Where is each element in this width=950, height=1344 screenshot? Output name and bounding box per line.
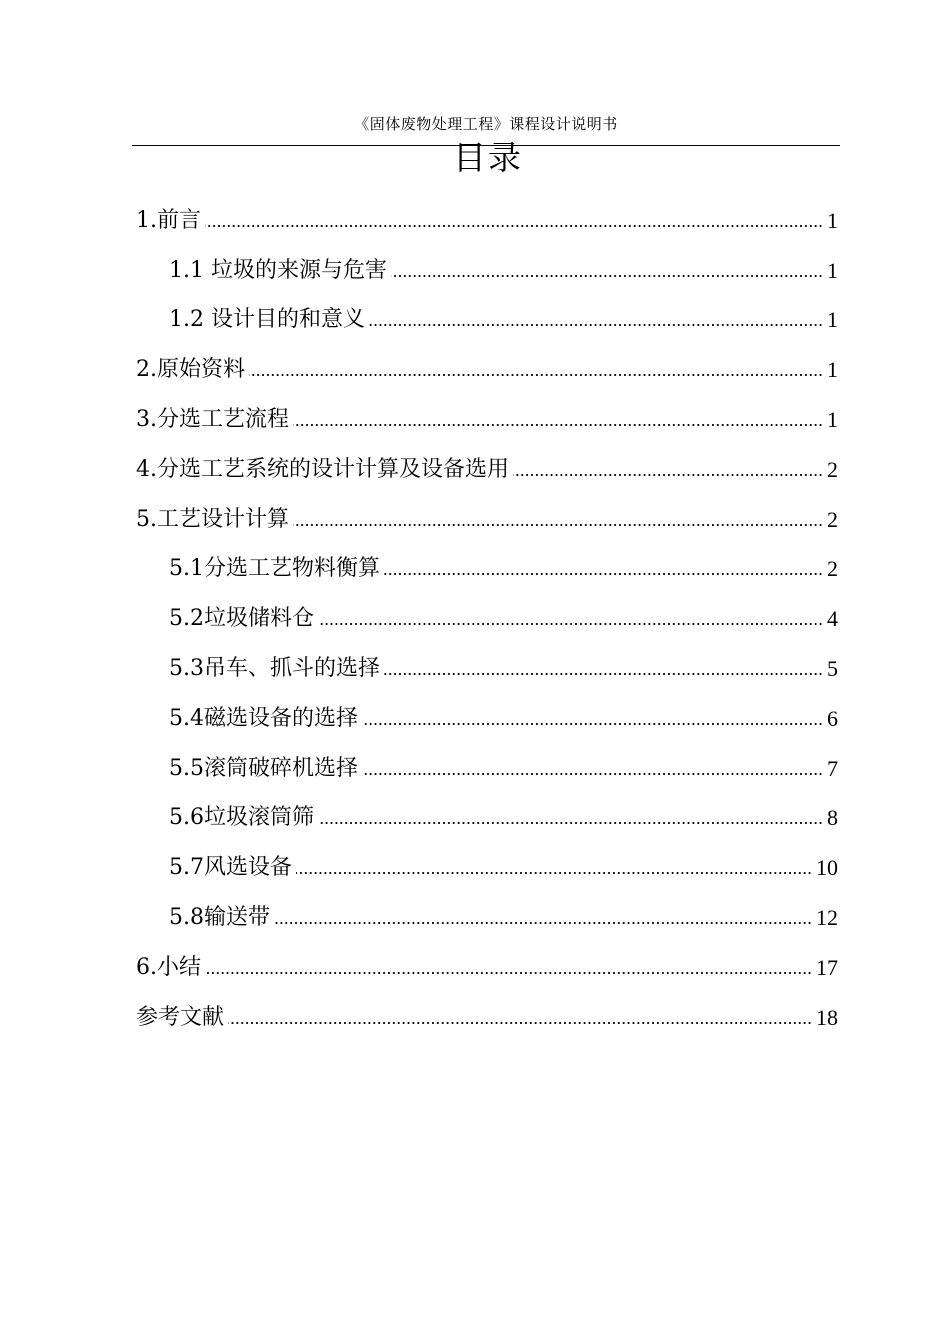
toc-entry-page: 2 bbox=[827, 456, 838, 482]
dot-leader bbox=[384, 672, 823, 676]
toc-entry-page: 1 bbox=[827, 307, 838, 333]
toc-entry-page: 2 bbox=[827, 556, 838, 582]
toc-entry[interactable] bbox=[136, 893, 838, 943]
dot-leader bbox=[293, 523, 823, 527]
dot-leader bbox=[362, 722, 823, 726]
dot-leader bbox=[249, 373, 823, 377]
dot-leader bbox=[513, 473, 823, 477]
dot-leader bbox=[384, 572, 823, 576]
toc-entry-page: 1 bbox=[827, 257, 838, 283]
toc-entry[interactable] bbox=[136, 943, 838, 993]
toc-entry-label: 5.3吊车、抓斗的选择 bbox=[169, 656, 380, 682]
toc-entry[interactable] bbox=[136, 196, 838, 246]
toc-entry-label: 5.6垃圾滚筒筛 bbox=[169, 805, 314, 831]
toc-entry-label: 5.8输送带 bbox=[169, 905, 270, 931]
dot-leader bbox=[391, 274, 823, 278]
toc-entry-page: 18 bbox=[816, 1004, 838, 1030]
dot-leader bbox=[274, 921, 812, 925]
toc-entry-label: 4.分选工艺系统的设计计算及设备选用 bbox=[136, 456, 509, 482]
toc-entry-page: 6 bbox=[827, 705, 838, 731]
toc-entry-label: 5.2垃圾储料仓 bbox=[169, 606, 314, 632]
toc-entry-label: 5.4磁选设备的选择 bbox=[169, 705, 358, 731]
toc-entry-page: 1 bbox=[827, 207, 838, 233]
toc-entry-page: 17 bbox=[816, 954, 838, 980]
toc-entry-page: 1 bbox=[827, 407, 838, 433]
toc-entry-page: 10 bbox=[816, 855, 838, 881]
toc-entry-label: 5.5滚筒破碎机选择 bbox=[169, 755, 358, 781]
toc-entry[interactable] bbox=[136, 794, 838, 844]
toc-entry[interactable] bbox=[136, 744, 838, 794]
table-of-contents bbox=[136, 196, 838, 1043]
toc-entry-page: 7 bbox=[827, 755, 838, 781]
toc-entry-label: 5.7风选设备 bbox=[169, 855, 292, 881]
toc-entry[interactable] bbox=[136, 644, 838, 694]
toc-entry-label: 1.2 设计目的和意义 bbox=[169, 307, 365, 333]
toc-entry[interactable] bbox=[136, 345, 838, 395]
dot-leader bbox=[293, 423, 823, 427]
toc-entry-page: 1 bbox=[827, 357, 838, 383]
toc-entry-page: 4 bbox=[827, 606, 838, 632]
toc-entry-label: 1.前言 bbox=[136, 207, 201, 233]
dot-leader bbox=[318, 622, 823, 626]
toc-entry[interactable] bbox=[136, 594, 838, 644]
toc-entry-label: 1.1 垃圾的来源与危害 bbox=[169, 257, 387, 283]
toc-entry[interactable] bbox=[136, 694, 838, 744]
dot-leader bbox=[205, 224, 823, 228]
running-header: 《固体废物处理工程》课程设计说明书 bbox=[354, 115, 618, 133]
dot-leader bbox=[362, 772, 823, 776]
toc-entry-label: 参考文献 bbox=[136, 1004, 225, 1030]
toc-entry-page: 8 bbox=[827, 805, 838, 831]
toc-entry-label: 5.1分选工艺物料衡算 bbox=[169, 556, 380, 582]
toc-entry[interactable] bbox=[136, 993, 838, 1043]
dot-leader bbox=[228, 1021, 812, 1025]
toc-entry-label: 3.分选工艺流程 bbox=[136, 407, 289, 433]
toc-entry-label: 6.小结 bbox=[136, 954, 201, 980]
dot-leader bbox=[296, 871, 812, 875]
toc-entry[interactable] bbox=[136, 296, 838, 346]
dot-leader bbox=[318, 821, 823, 825]
toc-entry[interactable] bbox=[136, 445, 838, 495]
toc-entry[interactable] bbox=[136, 843, 838, 893]
toc-entry-label: 5.工艺设计计算 bbox=[136, 506, 289, 532]
toc-entry[interactable] bbox=[136, 545, 838, 595]
toc-entry-page: 5 bbox=[827, 656, 838, 682]
toc-title: 目录 bbox=[453, 138, 523, 177]
toc-entry-page: 12 bbox=[816, 905, 838, 931]
toc-entry-label: 2.原始资料 bbox=[136, 357, 245, 383]
toc-entry[interactable] bbox=[136, 395, 838, 445]
toc-entry[interactable] bbox=[136, 246, 838, 296]
dot-leader bbox=[205, 971, 812, 975]
toc-entry-page: 2 bbox=[827, 506, 838, 532]
toc-entry[interactable] bbox=[136, 495, 838, 545]
dot-leader bbox=[369, 323, 823, 327]
